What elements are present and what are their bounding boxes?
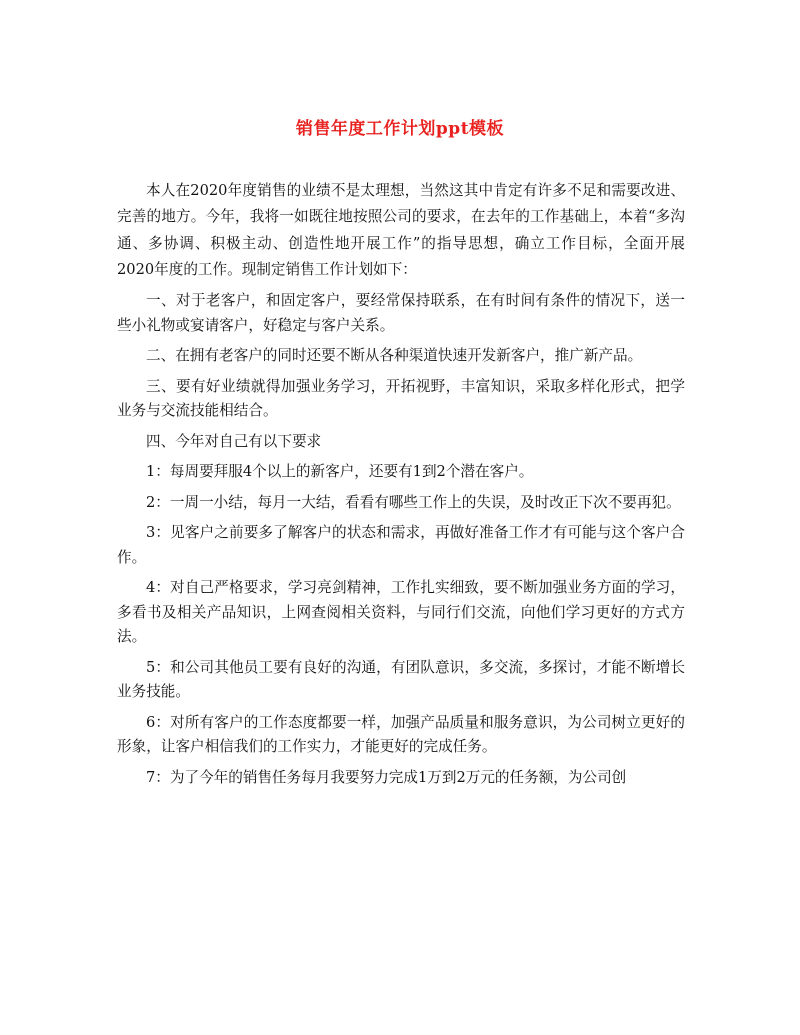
requirement-2: 2：一周一小结，每月一大结，看看有哪些工作上的失误，及时改正下次不要再犯。 [146, 493, 681, 511]
requirement-4: 4：对自己严格要求，学习亮剑精神，工作扎实细致，要不断加强业务方面的学习，多看书及相关产品知识，上网查阅相关资料，与同行们交流，向他们学习更好的方式方法。 [117, 579, 685, 646]
plan-item-1: 一、对于老客户，和固定客户，要经常保持联系，在有时间有条件的情况下，送一些小礼物或宴请客户，好稳定与客户关系。 [117, 292, 685, 334]
page-title: 销售年度工作计划ppt模板 [295, 119, 505, 139]
requirement-7: 7：为了今年的销售任务每月我要努力完成1万到2万元的任务额，为公司创 [146, 768, 627, 786]
requirement-6: 6：对所有客户的工作态度都要一样，加强产品质量和服务意识，为公司树立更好的形象，让客户相信我们的工作实力，才能更好的完成任务。 [117, 713, 685, 756]
requirement-1: 1：每周要拜服4个以上的新客户，还要有1到2个潜在客户。 [146, 463, 534, 481]
document-body [117, 178, 685, 790]
requirement-3: 3：见客户之前要多了解客户的状态和需求，再做好准备工作才有可能与这个客户合作。 [117, 524, 685, 566]
plan-item-3: 三、要有好业绩就得加强业务学习，开拓视野，丰富知识，采取多样化形式，把学业务与交流技能相结合。 [117, 377, 685, 420]
intro-paragraph: 本人在2020年度销售的业绩不是太理想，当然这其中肯定有许多不足和需要改进、完善的地方。今年，我将一如既往地按照公司的要求，在去年的工作基础上，本着“多沟通、多协调、积极主动、创造性地开展工作”的指导思想，确立工作目标，全面开展2020年度的工作。现制定销售工作计划如下： [117, 182, 685, 278]
requirement-5: 5：和公司其他员工要有良好的沟通，有团队意识，多交流，多探讨，才能不断增长业务技能。 [117, 658, 685, 701]
plan-item-2: 二、在拥有老客户的同时还要不断从各种渠道快速开发新客户，推广新产品。 [146, 347, 643, 365]
plan-item-4-heading: 四、今年对自己有以下要求 [146, 432, 322, 450]
